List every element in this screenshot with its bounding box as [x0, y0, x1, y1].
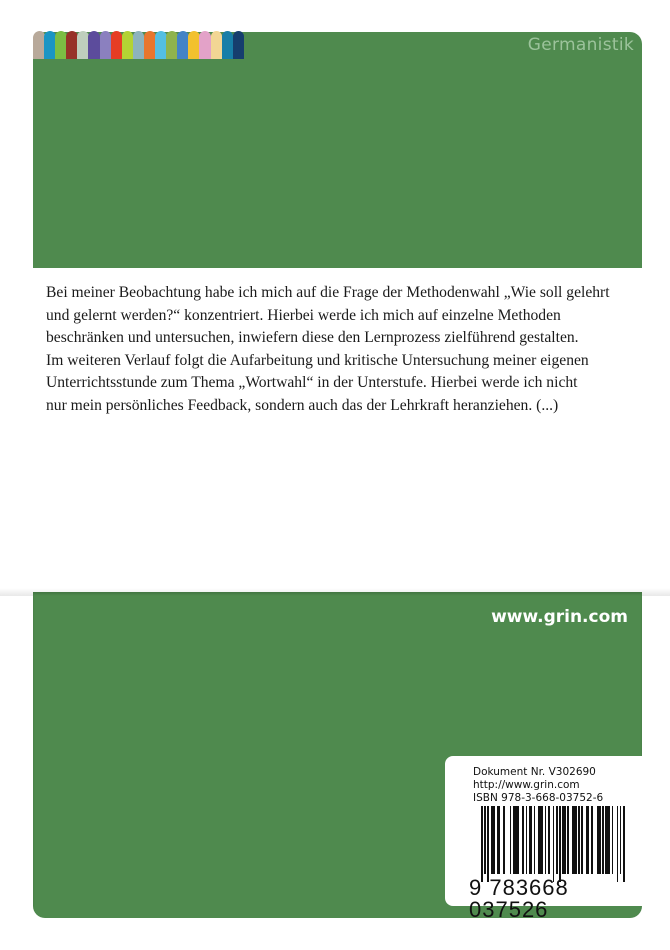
color-tab: [44, 31, 56, 59]
color-tab: [55, 31, 67, 59]
color-tab: [33, 31, 45, 59]
publisher-url[interactable]: www.grin.com: [491, 607, 628, 627]
blurb-line: und gelernt werden?“ konzentriert. Hierbei werde ich mich auf einzelne Methoden: [46, 306, 561, 324]
color-tab: [166, 31, 178, 59]
color-tab: [133, 31, 145, 59]
blurb-line: Im weiteren Verlauf folgt die Aufarbeitung und kritische Untersuchung meiner eigenen: [46, 351, 589, 369]
color-tabs: [33, 31, 244, 59]
color-tab: [144, 31, 156, 59]
subject-label: Germanistik: [527, 35, 634, 55]
color-tab: [111, 31, 123, 59]
blurb-line: Unterrichtsstunde zum Thema „Wortwahl“ in der Unterstufe. Hierbei werde ich nicht: [46, 374, 578, 391]
color-tab: [155, 31, 167, 59]
document-url[interactable]: http://www.grin.com: [473, 779, 580, 791]
barcode-icon: [481, 806, 631, 882]
isbn: ISBN 978-3-668-03752-6: [473, 792, 604, 804]
blurb-line: nur mein persönliches Feedback, sondern auch das der Lehrkraft heranziehen. (...): [46, 396, 559, 414]
blurb-line: Bei meiner Beobachtung habe ich mich auf die Frage der Methodenwahl „Wie soll gelehrt: [46, 284, 610, 301]
document-number: Dokument Nr. V302690: [473, 766, 596, 778]
barcode-digits: 9 783668 037526: [469, 875, 569, 922]
color-tab: [222, 31, 234, 59]
color-tab: [199, 31, 211, 59]
color-tab: [211, 31, 223, 59]
color-tab: [188, 31, 200, 59]
color-tab: [66, 31, 78, 59]
barcode-panel: [445, 756, 642, 922]
blurb-line: beschränken und untersuchen, inwiefern diese den Lernprozess zielführend gestalten.: [46, 329, 579, 346]
color-tab: [177, 31, 189, 59]
color-tab: [77, 31, 89, 59]
color-tab: [233, 31, 245, 59]
barcode-meta: [473, 766, 603, 805]
color-tab: [88, 31, 100, 59]
color-tab: [122, 31, 134, 59]
color-tab: [100, 31, 112, 59]
cover-top-panel: [33, 32, 642, 268]
blurb-text: [46, 282, 636, 417]
